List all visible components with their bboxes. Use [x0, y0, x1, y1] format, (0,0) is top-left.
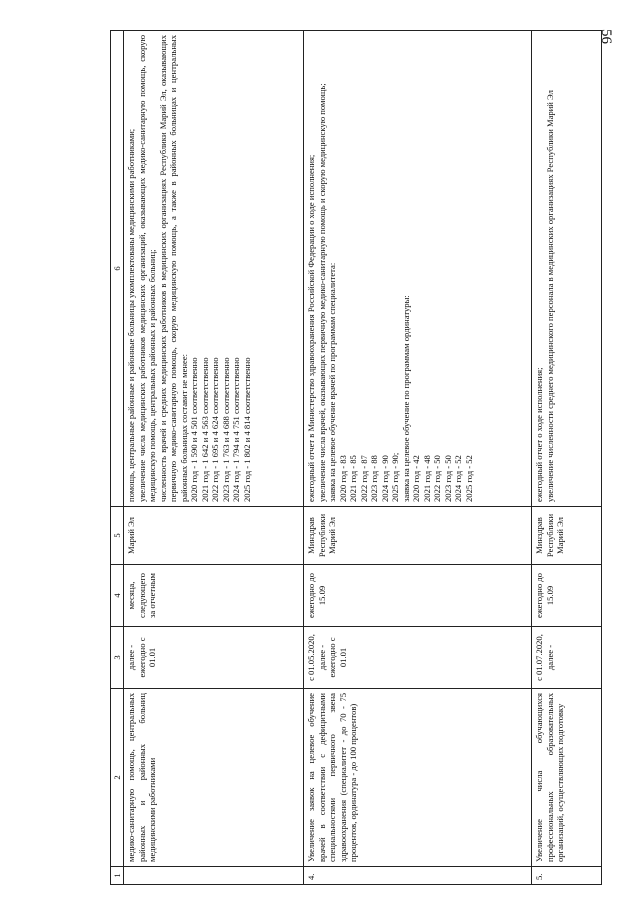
header-cell-4: 4: [111, 565, 124, 627]
result-line: ежегодный отчет в Министерство здравоохранения Российской Федерации о ходе исполнения;: [306, 154, 317, 502]
row-number: [124, 867, 304, 885]
task-cell: медико-санитарную помощь, центральных районных и районных больниц медицинскими работниками: [124, 689, 304, 867]
result-line: 2022 год - 87: [358, 455, 369, 502]
term-cell: далее - ежегодно с 01.01: [124, 627, 304, 689]
result-line: 2023 год - 88: [369, 455, 380, 502]
report-cell: месяца, следующего за отчетным: [124, 565, 304, 627]
executor-cell: Марий Эл: [124, 507, 304, 565]
result-line: 2020 год - 42: [411, 455, 422, 502]
table-row: [532, 31, 602, 885]
row-number: 4.: [304, 867, 532, 885]
executor-cell: Минздрав Республики Марий Эл: [532, 507, 602, 565]
term-cell: с 01.07.2020, далее -: [532, 627, 602, 689]
result-line: заявка на целевое обучение врачей по программам специалитета:: [327, 262, 338, 502]
report-cell: ежегодно до 15.09: [304, 565, 532, 627]
result-line: 2023 год - 1 763 и 4 688 соответственно: [220, 357, 231, 502]
row-number: 5.: [532, 867, 602, 885]
result-line: заявка на целевое обучение по программам ординатуры:: [400, 295, 411, 502]
result-line: 2025 год - 90;: [390, 452, 401, 502]
result-line: увеличение численности среднего медицинского персонала в медицинских организациях Республики Марий Эл: [544, 90, 555, 502]
document-table-rotated: [110, 30, 610, 885]
table-row: [304, 31, 532, 885]
result-line: 2021 год - 1 642 и 4 563 соответственно: [199, 357, 210, 502]
result-cell: [304, 31, 532, 507]
result-line: 2025 год - 1 802 и 4 814 соответственно: [241, 357, 252, 502]
result-line: 2020 год - 1 590 и 4 501 соответственно: [189, 357, 200, 502]
header-cell-5: 5: [111, 507, 124, 565]
result-line: помощь, центральные районные и районные больницы укомплектованы медицинскими работниками;: [126, 128, 137, 502]
task-cell: Увеличение числа обучающихся профессиональных образовательных организаций, осуществляющих подготовку: [532, 689, 602, 867]
result-line: увеличение числа врачей, оказывающих первичную медико-санитарную помощь и скорую медицинскую помощь;: [316, 83, 327, 502]
result-line: 2022 год - 50: [432, 455, 443, 502]
result-line: 2022 год - 1 695 и 4 624 соответственно: [210, 357, 221, 502]
term-cell: с 01.05.2020, далее - ежегодно с 01.01: [304, 627, 532, 689]
result-line: 2021 год - 85: [348, 455, 359, 502]
header-cell-1: 1: [111, 867, 124, 885]
table-header-row: [111, 31, 124, 885]
result-line: ежегодный отчет о ходе исполнения;: [534, 367, 545, 502]
executor-cell: Минздрав Республики Марий Эл: [304, 507, 532, 565]
header-cell-2: 2: [111, 689, 124, 867]
result-cell: [124, 31, 304, 507]
result-line: 2024 год - 90: [379, 455, 390, 502]
report-cell: ежегодно до 15.09: [532, 565, 602, 627]
result-line: 2021 год - 48: [421, 455, 432, 502]
header-cell-3: 3: [111, 627, 124, 689]
plan-table: [110, 30, 602, 885]
result-line: 2024 год - 1 794 и 4 751 соответственно: [231, 357, 242, 502]
table-row: [124, 31, 304, 885]
result-line: численность врачей и средних медицинских работников в медицинских организациях Республики Марий Эл, оказывающих первичную медико-санитарную помощь, скорую медицинскую помощь, а также в районных больницах и центральных районных больницах составит не менее:: [157, 35, 189, 502]
result-line: увеличение числа медицинских работников медицинских организаций, оказывающих медико-санитарную помощь, скорую медицинскую помощь, центральных районных и районных больниц;: [136, 35, 158, 502]
result-line: 2020 год - 83: [337, 455, 348, 502]
result-line: 2023 год - 50: [442, 455, 453, 502]
page-number: 56: [598, 29, 614, 44]
result-cell: [532, 31, 602, 507]
result-line: 2025 год - 52: [463, 455, 474, 502]
task-cell: Увеличение заявок на целевое обучение врачей в соответствии с дефицитными специальностями первичного звена здравоохранения (специалитет - до 70 - 75 процентов, ординатура - до 100 процентов): [304, 689, 532, 867]
result-line: 2024 год - 52: [453, 455, 464, 502]
header-cell-6: 6: [111, 31, 124, 507]
